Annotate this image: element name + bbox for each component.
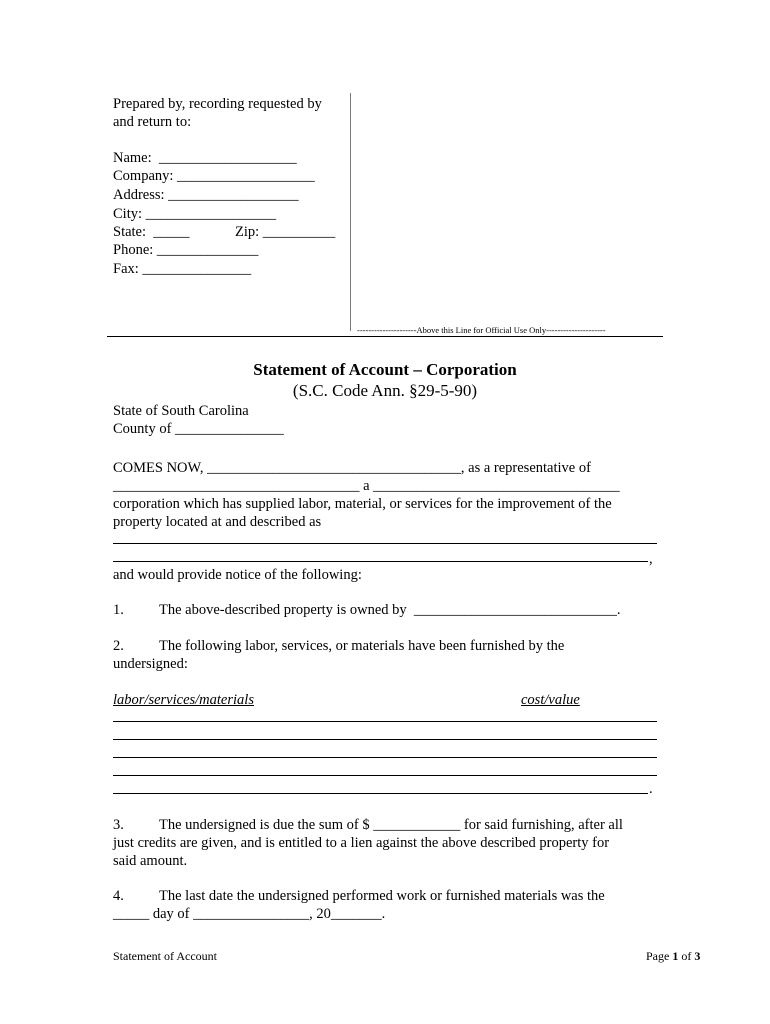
fax-field[interactable]: Fax: _______________ xyxy=(113,261,252,277)
labor-entry-line[interactable] xyxy=(113,775,657,776)
property-description-line-2[interactable] xyxy=(113,561,648,562)
official-use-label: ---------------------Above this Line for Official Use Only--------------------- xyxy=(357,325,606,335)
document-subtitle: (S.C. Code Ann. §29-5-90) xyxy=(292,381,478,400)
header-divider-horizontal xyxy=(107,336,663,337)
item-3-number: 3. xyxy=(113,817,124,833)
labor-entry-line[interactable] xyxy=(113,757,657,758)
footer-title: Statement of Account xyxy=(113,949,217,963)
city-field[interactable]: City: __________________ xyxy=(113,206,277,222)
prepared-by-line1: Prepared by, recording requested by xyxy=(113,96,322,112)
cost-column-header: cost/value xyxy=(521,692,580,708)
state-field[interactable]: State: _____ xyxy=(113,224,190,240)
labor-list-period: . xyxy=(649,781,653,797)
zip-field[interactable]: Zip: __________ xyxy=(235,224,336,240)
item-2-continuation: undersigned: xyxy=(113,656,188,672)
notice-text: and would provide notice of the following: xyxy=(113,567,362,583)
item-3-text-2: just credits are given, and is entitled to a lien against the above described property for xyxy=(113,835,610,851)
labor-entry-line[interactable] xyxy=(113,721,657,722)
item-4-number: 4. xyxy=(113,888,124,904)
county-field[interactable]: County of _______________ xyxy=(113,421,284,437)
property-text: property located at and described as xyxy=(113,514,322,530)
page-total: 3 xyxy=(694,949,701,963)
document-title: Statement of Account – Corporation xyxy=(253,360,517,379)
phone-field[interactable]: Phone: ______________ xyxy=(113,242,259,258)
header-divider-vertical xyxy=(350,93,351,331)
item-2-number: 2. xyxy=(113,638,124,654)
state-label: State of South Carolina xyxy=(113,403,249,419)
page-number: 1 xyxy=(672,949,679,963)
corporation-text: corporation which has supplied labor, material, or services for the improvement of the xyxy=(113,496,612,512)
item-1-owner-line[interactable]: The above-described property is owned by ____________________________. xyxy=(159,602,621,618)
name-field[interactable]: Name: ___________________ xyxy=(113,150,297,166)
item-2-text: The following labor, services, or materials have been furnished by the xyxy=(159,638,565,654)
corporation-name-line[interactable]: __________________________________ a __________________________________ xyxy=(113,478,620,494)
item-1-number: 1. xyxy=(113,602,124,618)
of-label: of xyxy=(681,949,692,963)
labor-column-header: labor/services/materials xyxy=(113,692,254,708)
item-4-date-line[interactable]: _____ day of ________________, 20_______. xyxy=(113,906,386,922)
property-description-comma: , xyxy=(649,551,653,567)
labor-entry-line[interactable] xyxy=(113,793,648,794)
labor-entry-line[interactable] xyxy=(113,739,657,740)
address-field[interactable]: Address: __________________ xyxy=(113,187,299,203)
item-3-text-3: said amount. xyxy=(113,853,188,869)
page-label: Page xyxy=(646,949,670,963)
comes-now-line[interactable]: COMES NOW, ___________________________________, as a representative of xyxy=(113,460,591,476)
item-4-text: The last date the undersigned performed work or furnished materials was the xyxy=(159,888,605,904)
page-indicator xyxy=(646,949,700,964)
item-3-sum-line[interactable]: The undersigned is due the sum of $ ____________ for said furnishing, after all xyxy=(159,817,623,833)
company-field[interactable]: Company: ___________________ xyxy=(113,168,315,184)
property-description-line-1[interactable] xyxy=(113,543,657,544)
prepared-by-line2: and return to: xyxy=(113,114,192,130)
